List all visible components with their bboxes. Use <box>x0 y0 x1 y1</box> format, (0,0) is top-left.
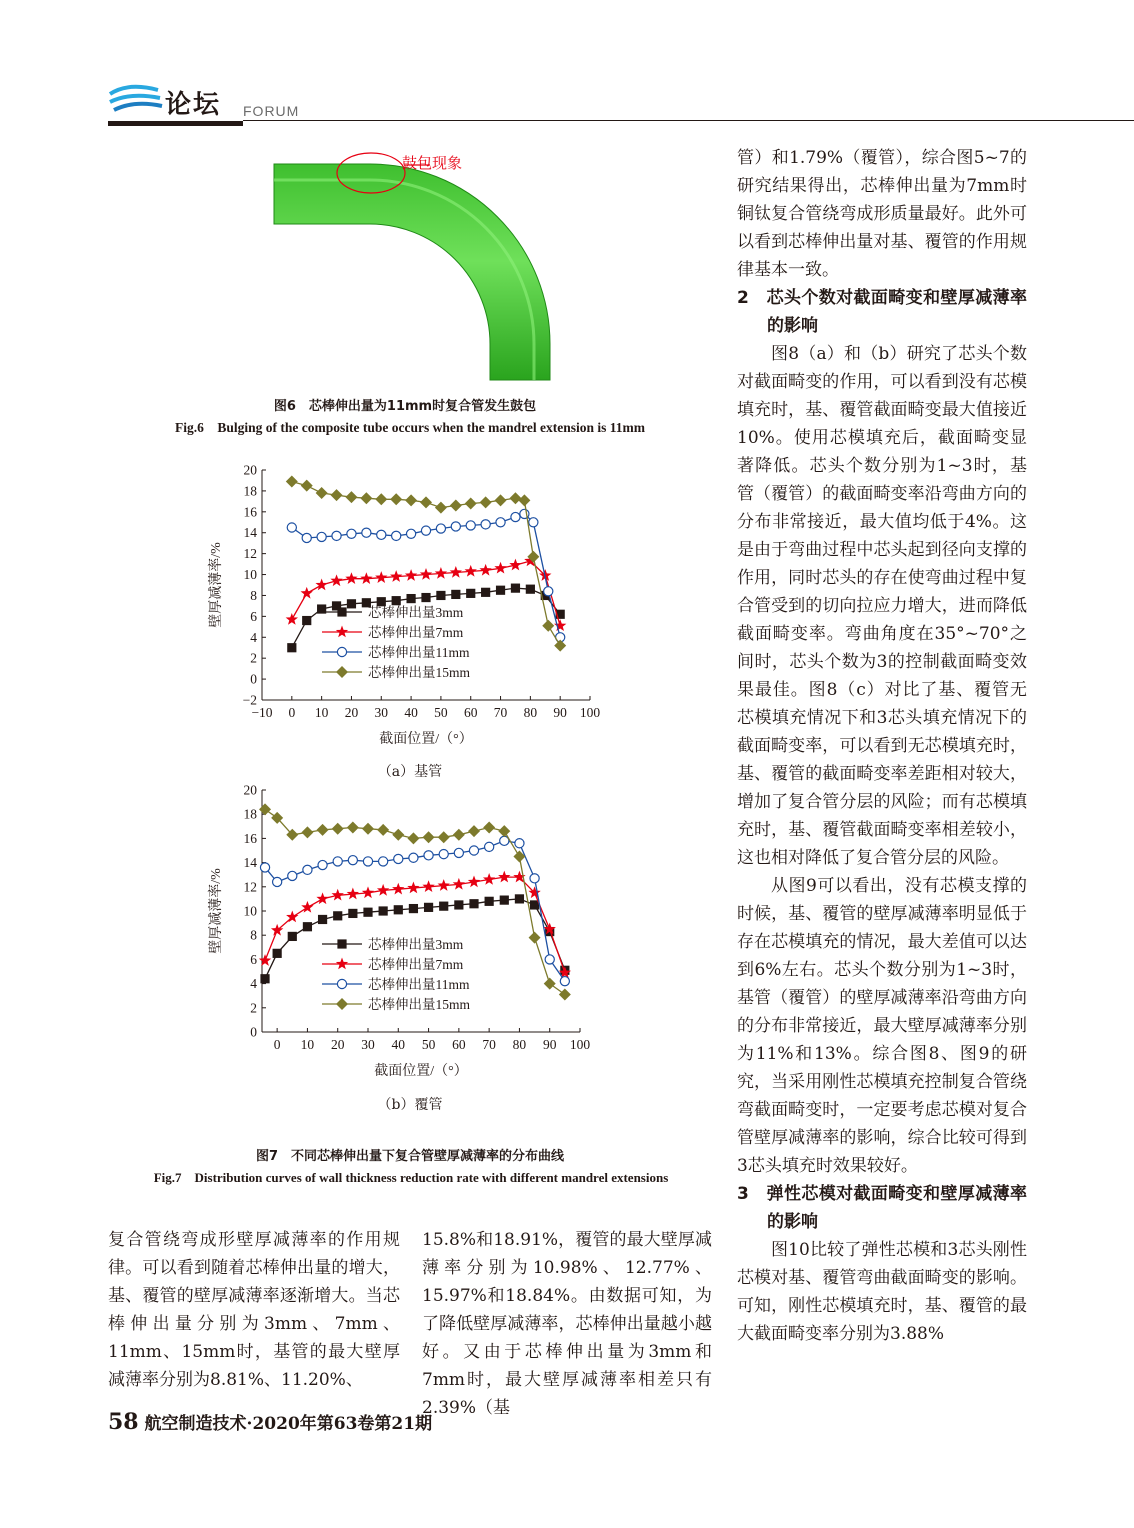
x-tick-label: 90 <box>542 1037 557 1052</box>
col2-paragraph: 15.8%和18.91%，覆管的最大壁厚减薄率分别为10.98%、12.77%、15.97%和18.84%。由数据可知，为了降低壁厚减薄率，芯棒伸出量越小越好。又由于芯棒伸出量为3mm和7mm时，最大壁厚减薄率相差只有2.39%（基 <box>422 1230 712 1418</box>
x-tick-label: 50 <box>421 1037 436 1052</box>
data-point <box>526 585 535 594</box>
data-point <box>375 571 387 583</box>
data-point <box>301 480 313 492</box>
data-point <box>363 857 372 866</box>
data-point <box>259 803 271 815</box>
data-point <box>438 831 450 843</box>
data-point <box>271 924 283 936</box>
x-tick-label: 100 <box>579 705 601 720</box>
data-point <box>420 568 432 580</box>
data-point <box>390 493 402 505</box>
y-tick-label: 2 <box>250 1000 257 1016</box>
data-point <box>286 613 298 625</box>
data-point <box>333 857 342 866</box>
data-point <box>377 884 389 896</box>
data-point <box>529 518 538 527</box>
legend <box>322 604 471 680</box>
data-point <box>529 932 541 944</box>
data-point <box>436 524 445 533</box>
data-point <box>287 643 296 652</box>
x-tick-label: 100 <box>569 1037 591 1052</box>
data-point <box>468 825 480 837</box>
data-point <box>345 572 357 584</box>
x-tick-label: 30 <box>374 705 389 720</box>
legend-marker <box>337 607 346 616</box>
y-tick-label: 0 <box>250 671 257 687</box>
x-tick-label: 50 <box>434 705 448 720</box>
legend-label: 芯棒伸出量3mm <box>368 605 464 620</box>
data-point <box>421 526 430 535</box>
page-number: 58 <box>108 1409 139 1435</box>
data-point <box>303 865 312 874</box>
section-heading-2: 2 芯头个数对截面畸变和壁厚减薄率的影响 <box>737 288 1027 336</box>
data-point <box>454 900 463 909</box>
data-point <box>481 520 490 529</box>
x-tick-label: 10 <box>300 1037 315 1052</box>
y-tick-label: 6 <box>250 951 257 967</box>
data-point <box>347 529 356 538</box>
y-tick-label: 4 <box>250 976 257 992</box>
data-point <box>332 889 344 901</box>
data-point <box>316 487 328 499</box>
data-point <box>286 476 298 488</box>
data-point <box>287 523 296 532</box>
data-point <box>394 854 403 863</box>
x-axis-label: 截面位置/（°） <box>379 732 473 747</box>
data-point <box>436 591 445 600</box>
data-point <box>379 857 388 866</box>
fig6-caption-cn: 图6 芯棒伸出量为11mm时复合管发生鼓包 <box>273 399 537 414</box>
data-point <box>288 871 297 880</box>
fig7b-subcaption: （b）覆管 <box>377 1097 443 1113</box>
data-point <box>377 530 386 539</box>
legend <box>322 936 471 1012</box>
y-tick-label: 18 <box>243 806 257 822</box>
x-tick-label: 70 <box>493 705 508 720</box>
data-point <box>406 529 415 538</box>
data-point <box>345 491 357 503</box>
data-point <box>409 853 418 862</box>
data-point <box>483 822 495 834</box>
data-point <box>545 955 554 964</box>
y-tick-label: 14 <box>243 855 257 871</box>
data-point <box>511 584 520 593</box>
legend-label: 芯棒伸出量11mm <box>368 977 470 992</box>
data-point <box>360 492 372 504</box>
data-point <box>347 888 359 900</box>
data-point <box>466 521 475 530</box>
data-point <box>435 502 447 514</box>
page-footer <box>108 1409 432 1435</box>
data-point <box>451 590 460 599</box>
data-point <box>469 899 478 908</box>
data-point <box>424 903 433 912</box>
data-point <box>362 823 374 835</box>
data-point <box>347 822 359 834</box>
bent-tube <box>274 164 550 380</box>
data-point <box>453 878 465 890</box>
x-tick-label: 40 <box>404 705 418 720</box>
data-point <box>317 824 329 836</box>
data-point <box>421 593 430 602</box>
data-point <box>301 587 313 599</box>
data-point <box>407 882 419 894</box>
data-point <box>392 596 401 605</box>
legend-marker <box>336 958 348 970</box>
x-tick-label: 20 <box>330 1037 345 1052</box>
data-point <box>559 988 571 1000</box>
col3-paragraph-1: 管）和1.79%（覆管），综合图5~7的研究结果得出，芯棒伸出量为7mm时铜钛复合管绕弯成形质量最好。此外可以看到芯棒伸出量对基、覆管的作用规律基本一致。 <box>737 148 1027 280</box>
y-tick-label: 4 <box>250 629 257 645</box>
y-tick-label: 16 <box>243 830 257 846</box>
data-point <box>496 518 505 527</box>
data-point <box>554 640 566 652</box>
data-point <box>483 873 495 885</box>
y-tick-label: −2 <box>242 692 257 708</box>
col1-paragraph: 复合管绕弯成形壁厚减薄率的作用规律。可以看到随着芯棒伸出量的增大，基、覆管的壁厚减薄率逐渐增大。当芯棒伸出量分别为3mm、7mm、11mm、15mm时，基管的最大壁厚减薄率分别为8.81%、11.20%、 <box>108 1230 400 1390</box>
data-point <box>394 905 403 914</box>
y-tick-label: 2 <box>250 650 257 666</box>
fig7a-chart <box>200 458 620 763</box>
data-point <box>360 572 372 584</box>
legend-label: 芯棒伸出量15mm <box>368 665 471 680</box>
data-point <box>495 494 507 506</box>
data-point <box>560 977 569 986</box>
data-point <box>494 562 506 574</box>
x-tick-label: −10 <box>251 705 273 720</box>
legend-marker <box>337 979 346 988</box>
x-tick-label: 80 <box>523 705 538 720</box>
data-point <box>480 496 492 508</box>
data-point <box>511 512 520 521</box>
data-point <box>515 839 524 848</box>
data-point <box>438 879 450 891</box>
journal-info: 航空制造技术·2020年第63卷第21期 <box>144 1414 433 1434</box>
data-point <box>392 829 404 841</box>
data-point <box>515 894 524 903</box>
y-tick-label: 16 <box>243 504 257 520</box>
data-point <box>509 559 521 571</box>
fig7-caption-en: Fig.7 Distribution curves of wall thickness reduction rate with different mandrel extensions <box>153 1170 669 1185</box>
data-point <box>392 531 401 540</box>
column-1 <box>108 1226 400 1394</box>
fig7-caption-cn: 图7 不同芯棒伸出量下复合管壁厚减薄率的分布曲线 <box>255 1149 565 1164</box>
header-rule <box>108 121 243 126</box>
data-point <box>451 522 460 531</box>
y-tick-label: 8 <box>250 927 257 943</box>
fig6-image <box>270 140 560 385</box>
data-point <box>496 586 505 595</box>
data-point <box>469 846 478 855</box>
data-point <box>316 892 328 904</box>
data-point <box>465 565 477 577</box>
data-point <box>435 567 447 579</box>
y-tick-label: 18 <box>243 483 257 499</box>
data-point <box>317 532 326 541</box>
y-tick-label: 20 <box>243 462 257 478</box>
data-point <box>347 599 356 608</box>
col3-paragraph-3: 从图9可以看出，没有芯模支撑的时候，基、覆管的壁厚减薄率明显低于存在芯模填充的情况，最大差值可以达到6%左右。芯头个数分别为1~3时，基管（覆管）的壁厚减薄率沿弯曲方向的分布非常接近，最大壁厚减薄率分别为11%和13%。综合图8、图9的研究，当采用刚性芯模填充控制复合管绕弯截面畸变时，一定要考虑芯模对复合管壁厚减薄率的影响，综合比较可得到3芯头填充时效果较好。 <box>737 876 1027 1176</box>
y-tick-label: 8 <box>250 587 257 603</box>
col3-paragraph-2: 图8（a）和（b）研究了芯头个数对截面畸变的作用，可以看到没有芯模填充时，基、覆管截面畸变最大值接近10%。使用芯模填充后，截面畸变显著降低。芯头个数分别为1~3时，基管（覆管）的截面畸变率沿弯曲方向的分布非常接近，最大值均低于4%。这是由于弯曲过程中芯头起到径向支撑的作用，同时芯头的存在使弯曲过程中复合管受到的切向拉应力增大，进而降低截面畸变率。弯曲角度在35°~70°之间时，芯头个数为3的控制截面畸变效果最佳。图8（c）对比了基、覆管无芯模填充情况下和3芯头填充情况下的截面畸变率，可以看到无芯模填充时，基、覆管的截面畸变率差距相对较大，增加了复合管分层的风险；而有芯模填充时，基、覆管截面畸变率相差较小，这也相对降低了复合管分层的风险。 <box>737 344 1027 868</box>
data-point <box>485 842 494 851</box>
column-2 <box>422 1226 712 1422</box>
legend-marker <box>337 939 346 948</box>
y-axis-label: 壁厚减薄率/% <box>209 542 224 628</box>
x-tick-label: 0 <box>273 1037 281 1052</box>
data-point <box>466 589 475 598</box>
bulge-annotation: 鼓包现象 <box>402 156 463 172</box>
data-point <box>330 574 342 586</box>
section-heading-3: 3 弹性芯模对截面畸变和壁厚减薄率的影响 <box>737 1184 1027 1232</box>
data-point <box>348 909 357 918</box>
y-tick-label: 14 <box>243 525 257 541</box>
data-point <box>302 533 311 542</box>
data-point <box>439 902 448 911</box>
data-point <box>485 897 494 906</box>
data-point <box>544 978 556 990</box>
data-point <box>407 832 419 844</box>
legend-label: 芯棒伸出量7mm <box>368 625 464 640</box>
data-point <box>273 877 282 886</box>
data-point <box>332 823 344 835</box>
data-point <box>377 824 389 836</box>
y-tick-label: 12 <box>243 546 257 562</box>
data-point <box>468 875 480 887</box>
x-tick-label: 60 <box>452 1037 466 1052</box>
y-tick-label: 20 <box>243 782 257 798</box>
data-point <box>331 489 343 501</box>
data-point <box>303 922 312 931</box>
data-point <box>454 848 463 857</box>
data-point <box>315 579 327 591</box>
data-point <box>406 594 415 603</box>
data-point <box>498 871 510 883</box>
data-point <box>450 500 462 512</box>
data-point <box>544 587 553 596</box>
column-3 <box>737 144 1027 1348</box>
data-point <box>450 566 462 578</box>
data-point <box>479 564 491 576</box>
y-tick-label: 12 <box>243 879 257 895</box>
data-point <box>363 908 372 917</box>
data-point <box>518 494 530 506</box>
data-point <box>302 616 311 625</box>
section-subtitle: FORUM <box>243 103 300 119</box>
data-point <box>422 880 434 892</box>
legend-marker <box>337 647 346 656</box>
data-point <box>390 570 402 582</box>
x-tick-label: 20 <box>344 705 359 720</box>
data-point <box>465 497 477 509</box>
x-axis-label: 截面位置/（°） <box>374 1064 468 1079</box>
fig7b-chart <box>200 778 620 1083</box>
y-tick-label: 10 <box>243 567 257 583</box>
data-point <box>542 620 554 632</box>
data-point <box>439 850 448 859</box>
data-point <box>405 494 417 506</box>
x-tick-label: 40 <box>391 1037 406 1052</box>
data-point <box>260 974 269 983</box>
data-point <box>348 856 357 865</box>
data-point <box>405 569 417 581</box>
data-point <box>301 826 313 838</box>
legend-label: 芯棒伸出量3mm <box>368 937 464 952</box>
data-point <box>375 493 387 505</box>
y-tick-label: 0 <box>250 1024 257 1040</box>
data-point <box>332 531 341 540</box>
x-tick-label: 0 <box>288 705 296 720</box>
col3-paragraph-4: 图10比较了弹性芯模和3芯头刚性芯模对基、覆管弯曲截面畸变的影响。可知，刚性芯模填充时，基、覆管的最大截面畸变率分别为3.88% <box>737 1240 1027 1344</box>
legend-label: 芯棒伸出量15mm <box>368 997 471 1012</box>
data-point <box>409 904 418 913</box>
data-point <box>420 496 432 508</box>
legend-marker <box>336 998 348 1010</box>
legend-label: 芯棒伸出量7mm <box>368 957 464 972</box>
x-tick-label: 90 <box>553 705 567 720</box>
data-point <box>318 915 327 924</box>
data-point <box>362 886 374 898</box>
fig7a-subcaption: （a）基管 <box>377 764 443 780</box>
legend-label: 芯棒伸出量11mm <box>368 645 470 660</box>
data-point <box>424 851 433 860</box>
data-point <box>530 874 539 883</box>
data-point <box>288 932 297 941</box>
section-title: 论坛 <box>165 90 222 120</box>
data-point <box>509 492 521 504</box>
data-point <box>379 906 388 915</box>
data-point <box>423 831 435 843</box>
x-tick-label: 70 <box>482 1037 496 1052</box>
x-tick-label: 60 <box>463 705 478 720</box>
y-tick-label: 10 <box>243 903 257 919</box>
fig6-caption-en: Fig.6 Bulging of the composite tube occurs when the mandrel extension is 11mm <box>175 420 645 435</box>
data-point <box>273 949 282 958</box>
x-tick-label: 30 <box>361 1037 375 1052</box>
data-point <box>498 825 510 837</box>
y-tick-label: 6 <box>250 608 257 624</box>
x-tick-label: 10 <box>314 705 329 720</box>
data-point <box>392 883 404 895</box>
data-point <box>362 528 371 537</box>
x-tick-label: 80 <box>512 1037 527 1052</box>
header-rule-thin <box>243 120 1134 121</box>
data-point <box>259 954 271 966</box>
data-point <box>481 588 490 597</box>
legend-marker <box>336 666 348 678</box>
data-point <box>453 829 465 841</box>
data-point <box>500 896 509 905</box>
data-point <box>318 860 327 869</box>
legend-marker <box>336 626 348 638</box>
data-point <box>260 863 269 872</box>
data-point <box>333 911 342 920</box>
y-axis-label: 壁厚减薄率/% <box>209 868 224 954</box>
